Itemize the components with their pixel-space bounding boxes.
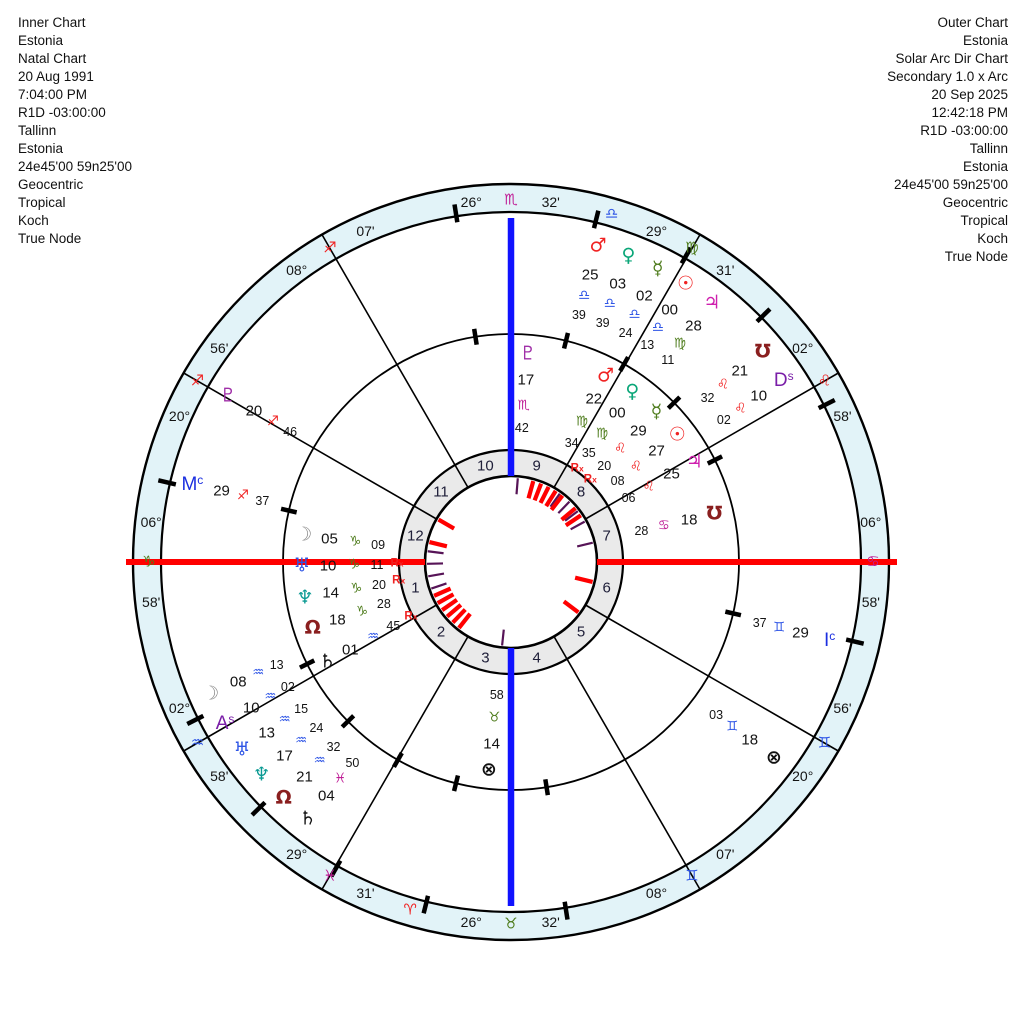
pluto-icon: ♇ (519, 342, 537, 365)
lib-sign-icon: ♎ (628, 306, 641, 323)
outer-jupiter-degree: 28 (685, 317, 702, 335)
house-3-cusp-degree: 29° (286, 845, 308, 862)
mc-letter: M (181, 474, 198, 496)
info-line: 20 Aug 1991 (18, 69, 94, 84)
info-line: Inner Chart (18, 15, 86, 30)
house-1-cusp-minute: 58' (142, 593, 161, 610)
inner-mercury-retrograde-icon (584, 474, 597, 486)
outer-mercury-degree: 02 (636, 287, 653, 304)
house-2-cusp-minute: 58' (210, 768, 229, 785)
fortune-icon: ⊗ (765, 746, 782, 769)
outer-mc-label (181, 474, 203, 494)
mc-letter-sup: c (197, 473, 204, 488)
house-number-9: 9 (532, 457, 541, 475)
cap-sign-icon: ♑ (142, 552, 156, 571)
house-number-3: 3 (481, 649, 490, 667)
cap-sign-icon: ♑ (350, 580, 363, 597)
outer-uranus-degree: 13 (258, 724, 276, 742)
sign-boundary-tick (455, 204, 458, 222)
inner-mercury-degree: 29 (629, 422, 647, 440)
house-number-7: 7 (602, 527, 611, 545)
info-line: Solar Arc Dir Chart (895, 51, 1008, 66)
inner-neptune-degree: 14 (322, 584, 340, 602)
info-line: Estonia (18, 33, 64, 48)
wheel-circle (425, 476, 597, 648)
inner-snode-degree: 18 (680, 511, 698, 529)
outer-planet-tick (429, 542, 446, 546)
house-6-cusp-minute: 56' (833, 699, 852, 716)
outer-neptune-degree: 17 (276, 747, 293, 765)
inner-pluto-degree: 17 (517, 371, 535, 389)
cap-sign-icon: ♑ (349, 533, 362, 550)
outer-saturn-degree: 04 (318, 787, 335, 805)
house-number-11: 11 (433, 483, 449, 501)
jupiter-icon: ♃ (703, 291, 721, 314)
outer-node-degree: 21 (296, 768, 313, 786)
info-line: Tallinn (969, 141, 1008, 156)
outer-ds-label (774, 370, 794, 390)
house-6-cusp-degree: 20° (792, 768, 814, 785)
info-line: Estonia (962, 159, 1008, 174)
inner-jupiter-minute: 06 (621, 490, 636, 505)
retro-r: R (583, 473, 593, 486)
outer-mc-minute: 37 (255, 493, 270, 508)
house-2-cusp-degree: 02° (168, 699, 191, 716)
leo-sign-icon: ♌ (817, 371, 832, 390)
outer-snode-degree: 21 (731, 362, 749, 380)
inner-planet-tick (428, 574, 444, 577)
snode-icon: ℧ (754, 340, 771, 363)
inner-planet-tick (502, 630, 504, 646)
info-line: Koch (18, 213, 49, 228)
retro-r: R (570, 462, 579, 475)
house-11-cusp-minute: 07' (356, 222, 375, 239)
house-4-cusp-minute: 32' (541, 913, 560, 930)
inner-uranus-retrograde-icon (390, 559, 403, 571)
outer-sun-degree: 00 (661, 301, 679, 319)
inner-sun-minute: 08 (610, 473, 625, 488)
info-line: Tropical (18, 195, 66, 210)
outer-pluto-minute: 46 (283, 425, 298, 440)
sun-icon: ☉ (668, 423, 686, 446)
inner-neptune-retrograde-icon (392, 576, 405, 588)
inner-mars-degree: 22 (585, 390, 603, 408)
pis-sign-icon: ♓ (323, 866, 337, 884)
house-7-cusp-minute: 58' (861, 593, 880, 610)
retro-x: x (400, 575, 406, 586)
can-sign-icon: ♋ (866, 552, 880, 571)
outer-node-minute: 32 (326, 739, 341, 754)
inner-uranus-minute: 11 (370, 557, 384, 572)
saturn-icon: ♄ (299, 807, 317, 830)
neptune-icon: ♆ (296, 586, 314, 609)
inner-planet-tick (558, 502, 569, 513)
inner-mercury-minute: 20 (597, 458, 612, 473)
retro-r: R (404, 609, 413, 622)
outer-mars-minute: 39 (571, 307, 586, 322)
house-4-cusp-degree: 26° (460, 913, 482, 930)
inner-uranus-degree: 10 (319, 557, 337, 575)
mercury-icon: ☿ (651, 257, 664, 280)
house-12-cusp-minute: 56' (210, 339, 229, 356)
house-number-5: 5 (576, 623, 586, 641)
retro-r: R (390, 557, 399, 570)
outer-as-degree: 10 (242, 699, 260, 717)
inner-sun-degree: 27 (648, 442, 665, 460)
venus-icon: ♀ (621, 244, 636, 267)
house-11-cusp-degree: 08° (286, 262, 308, 279)
inner-pluto-minute: 42 (514, 421, 529, 436)
sag-sign-icon: ♐ (190, 371, 205, 390)
house-number-8: 8 (576, 483, 586, 501)
outer-uranus-minute: 15 (294, 701, 309, 716)
snode-icon: ℧ (706, 502, 723, 525)
house-7-cusp-degree: 06° (860, 514, 882, 531)
outer-planet-tick (535, 484, 541, 501)
mercury-icon: ☿ (650, 400, 663, 423)
vir-sign-icon: ♍ (575, 413, 589, 430)
tau-sign-icon: ♉ (488, 709, 501, 726)
inner-mars-minute: 34 (564, 435, 579, 450)
cap-sign-icon: ♑ (355, 602, 369, 619)
gem-sign-icon: ♊ (773, 618, 786, 635)
info-line: Outer Chart (937, 15, 1008, 30)
info-line: Tallinn (18, 123, 57, 138)
aqu-sign-icon: ♒ (278, 711, 291, 728)
info-line: 20 Sep 2025 (931, 87, 1008, 102)
outer-planet-tick (439, 520, 455, 529)
inner-saturn-degree: 01 (341, 641, 359, 659)
house-cusp-line (322, 235, 468, 488)
tau-sign-icon: ♉ (504, 914, 518, 933)
vir-sign-icon: ♍ (673, 335, 687, 352)
outer-mercury-minute: 24 (618, 325, 633, 340)
outer-pluto-degree: 20 (245, 402, 263, 420)
info-line: 12:42:18 PM (931, 105, 1008, 120)
outer-ds-minute: 02 (716, 412, 731, 427)
inner-saturn-retrograde-icon (404, 611, 417, 623)
vir-sign-icon: ♍ (685, 238, 699, 257)
info-line: R1D -03:00:00 (18, 105, 106, 120)
outer-fortune-degree: 18 (741, 731, 759, 749)
leo-sign-icon: ♌ (642, 477, 655, 494)
sag-sign-icon: ♐ (236, 487, 249, 504)
house-3-cusp-minute: 31' (356, 885, 375, 902)
info-line: Geocentric (18, 177, 84, 192)
house-number-12: 12 (407, 527, 424, 545)
ic-letter-sup: c (829, 628, 836, 643)
sign-boundary-tick (565, 902, 568, 920)
leo-sign-icon: ♌ (629, 458, 642, 475)
info-line: R1D -03:00:00 (920, 123, 1008, 138)
outer-ic-minute: 37 (752, 615, 767, 630)
outer-planet-tick (529, 481, 534, 498)
house-cusp-line (554, 636, 700, 889)
retro-x: x (412, 610, 418, 621)
leo-sign-icon: ♌ (614, 440, 627, 457)
outer-moon-degree: 08 (229, 673, 247, 691)
leo-sign-icon: ♌ (716, 376, 729, 393)
venus-icon: ♀ (625, 380, 640, 403)
info-line: True Node (18, 231, 82, 246)
lib-sign-icon: ♎ (605, 204, 619, 223)
outer-ic-degree: 29 (792, 624, 809, 642)
outer-jupiter-minute: 11 (661, 352, 675, 367)
inner-moon-degree: 05 (321, 530, 338, 548)
sco-sign-icon: ♏ (504, 190, 518, 209)
inner-fortune-minute: 58 (489, 687, 504, 702)
outer-as-label (216, 713, 235, 733)
info-line: True Node (944, 249, 1008, 264)
inner-planet-tick (431, 583, 446, 588)
leo-sign-icon: ♌ (734, 399, 747, 416)
retro-r: R (392, 574, 401, 587)
info-line: Estonia (962, 33, 1008, 48)
info-line: Estonia (18, 141, 64, 156)
inner-planet-tick (577, 543, 593, 547)
house-5-cusp-minute: 07' (716, 845, 735, 862)
pluto-icon: ♇ (219, 384, 237, 407)
info-line: Secondary 1.0 x Arc (887, 69, 1008, 84)
outer-venus-degree: 03 (609, 275, 627, 293)
outer-saturn-minute: 50 (345, 755, 360, 770)
aqu-sign-icon: ♒ (367, 628, 380, 645)
inner-saturn-minute: 45 (386, 618, 401, 633)
outer-venus-minute: 39 (595, 315, 610, 330)
ds-letter: D (773, 369, 788, 391)
cap-sign-icon: ♑ (347, 556, 361, 573)
outer-as-minute: 02 (280, 680, 295, 695)
info-line: Geocentric (942, 195, 1008, 210)
node-icon: Ω (275, 786, 292, 809)
house-number-6: 6 (602, 579, 611, 597)
inner-venus-minute: 35 (581, 445, 596, 460)
outer-ic-label (824, 630, 835, 650)
house-number-2: 2 (436, 623, 446, 641)
inner-snode-minute: 28 (634, 523, 649, 538)
node-icon: Ω (304, 616, 321, 639)
lib-sign-icon: ♎ (603, 295, 616, 312)
house-10-cusp-minute: 32' (541, 194, 560, 211)
moon-icon: ☽ (202, 682, 220, 705)
as-letter-sup: s (228, 711, 235, 726)
info-line: 24e45'00 59n25'00 (893, 177, 1008, 192)
gem-sign-icon: ♊ (726, 718, 739, 735)
mars-icon: ♂ (589, 234, 607, 257)
house-12-cusp-degree: 20° (168, 408, 191, 425)
outer-mc-degree: 29 (213, 482, 230, 500)
inner-fortune-degree: 14 (483, 735, 500, 753)
house-1-cusp-degree: 06° (140, 514, 162, 531)
info-line: Tropical (960, 213, 1008, 228)
house-9-cusp-minute: 31' (716, 262, 735, 279)
house-number-4: 4 (532, 649, 541, 667)
inner-venus-retrograde-icon (571, 463, 584, 475)
outer-planet-tick (575, 578, 592, 582)
gem-sign-icon: ♊ (685, 866, 699, 884)
info-line: Koch (977, 231, 1008, 246)
house-number-10: 10 (477, 457, 494, 475)
as-letter: A (215, 712, 229, 734)
neptune-icon: ♆ (253, 763, 271, 786)
aqu-sign-icon: ♒ (190, 733, 205, 752)
aqu-sign-icon: ♒ (295, 732, 308, 749)
outer-moon-minute: 13 (269, 657, 284, 672)
info-line: 7:04:00 PM (18, 87, 88, 102)
jupiter-icon: ♃ (685, 450, 703, 473)
mars-icon: ♂ (597, 364, 615, 387)
moon-icon: ☽ (295, 523, 313, 546)
uranus-icon: ♅ (293, 554, 311, 577)
house-5-cusp-degree: 08° (645, 885, 668, 902)
inner-moon-minute: 09 (371, 537, 386, 552)
fortune-icon: ⊗ (480, 758, 497, 781)
aqu-sign-icon: ♒ (252, 664, 265, 681)
inner-planet-tick (428, 551, 444, 553)
can-sign-icon: ♋ (657, 517, 670, 534)
inner-node-degree: 18 (329, 611, 346, 629)
sun-icon: ☉ (677, 272, 695, 295)
info-line: Natal Chart (18, 51, 87, 66)
inner-planet-tick (517, 478, 518, 494)
saturn-icon: ♄ (318, 650, 337, 673)
outer-mars-degree: 25 (581, 266, 599, 284)
ds-letter-sup: s (787, 368, 794, 383)
outer-sun-minute: 13 (640, 338, 655, 353)
house-number-1: 1 (411, 579, 420, 597)
sco-sign-icon: ♏ (517, 396, 530, 413)
inner-jupiter-degree: 25 (663, 465, 680, 483)
sag-sign-icon: ♐ (266, 413, 279, 430)
retro-x: x (592, 474, 597, 485)
outer-neptune-minute: 24 (309, 721, 324, 736)
house-10-cusp-degree: 26° (460, 194, 482, 211)
ic-letter: I (823, 629, 830, 651)
aqu-sign-icon: ♒ (264, 688, 277, 705)
info-line: 24e45'00 59n25'00 (18, 159, 133, 174)
pis-sign-icon: ♓ (333, 769, 347, 786)
inner-neptune-minute: 20 (372, 577, 386, 592)
aqu-sign-icon: ♒ (313, 752, 326, 769)
lib-sign-icon: ♎ (651, 319, 665, 336)
outer-planet-tick (564, 601, 578, 612)
inner-venus-degree: 00 (608, 404, 626, 422)
outer-planet-tick (434, 589, 450, 596)
retro-x: x (578, 463, 584, 474)
gem-sign-icon: ♊ (817, 733, 832, 752)
outer-ds-degree: 10 (750, 387, 768, 405)
house-8-cusp-minute: 58' (833, 408, 852, 425)
house-8-cusp-degree: 02° (792, 339, 814, 356)
vir-sign-icon: ♍ (596, 425, 609, 442)
uranus-icon: ♅ (233, 738, 251, 761)
inner-node-minute: 28 (376, 597, 391, 612)
outer-snode-minute: 32 (700, 390, 715, 405)
sag-sign-icon: ♐ (323, 238, 337, 257)
house-9-cusp-degree: 29° (645, 222, 668, 239)
outer-fortune-minute: 03 (709, 707, 724, 722)
lib-sign-icon: ♎ (578, 287, 591, 304)
ari-sign-icon: ♈ (403, 900, 417, 919)
retro-x: x (398, 558, 404, 569)
